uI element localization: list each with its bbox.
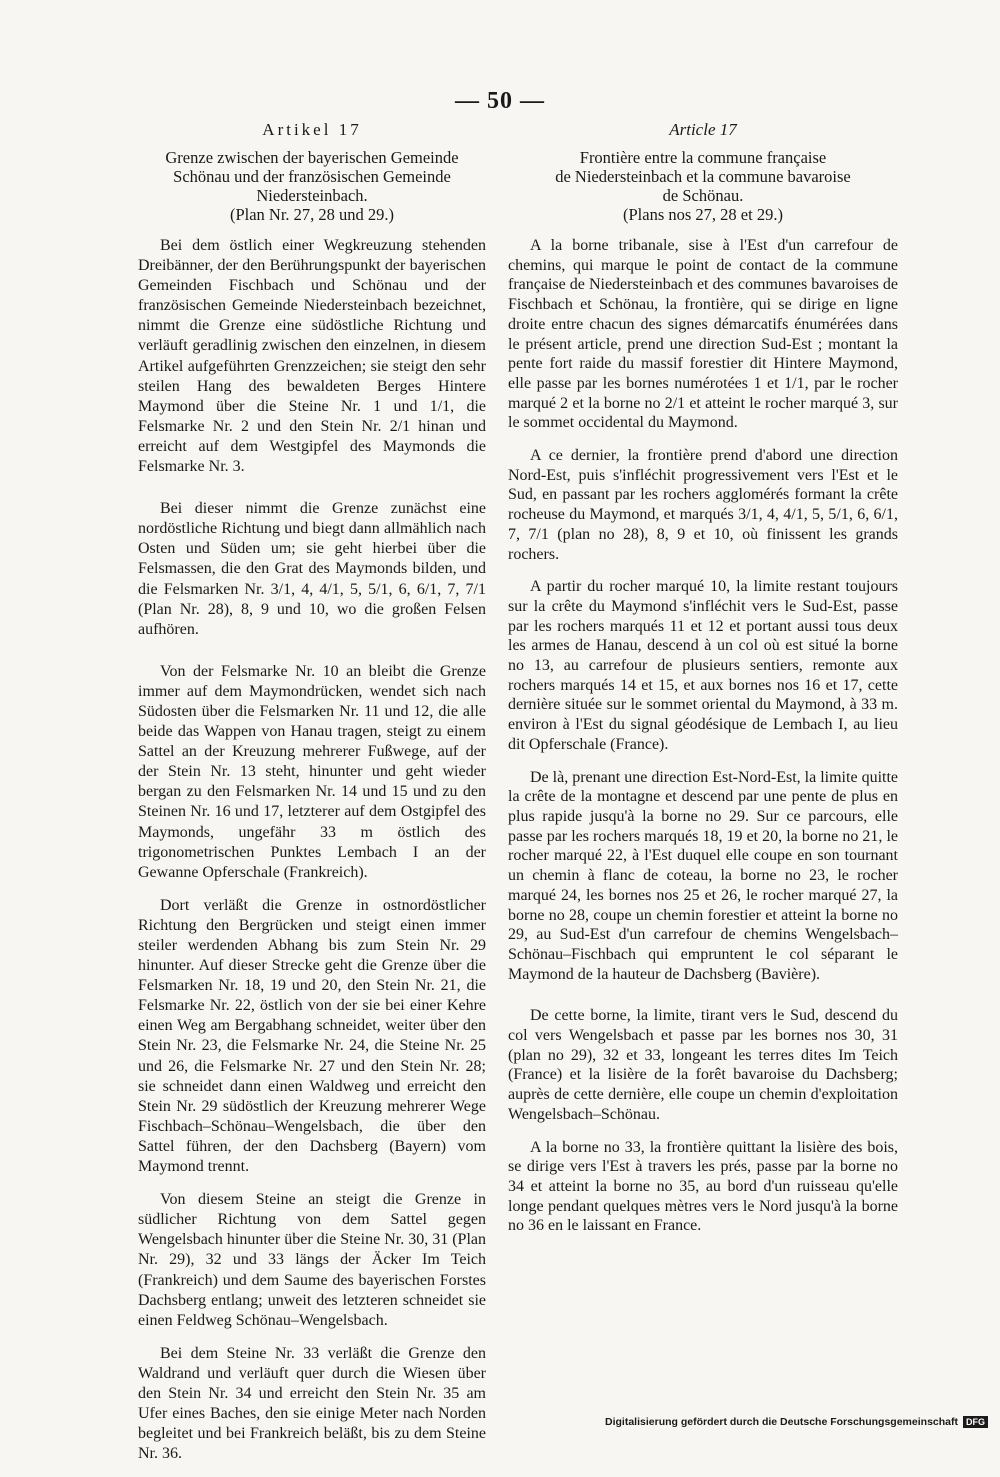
french-paragraph: De cette borne, la limite, tirant vers le Sud, descend du col vers Wengelsbach et passe par les bornes nos 30, 31 (plan no 29), 32 et 33, longeant les terres dites Im Teich (France) et la lisière de la forêt bavaroise du Dachsberg; auprès de cette dernière, elle coupe un chemin d'exploitation Wengelsbach–Schönau. <box>508 1007 898 1123</box>
french-paragraph: A la borne no 33, la frontière quittant la lisière des bois, se dirige vers l'Est à travers les prés, passe par la borne no 34 et atteint la borne no 35, au bord d'un ruisseau qu'elle longe pendant quelques mètres vers le Nord jusqu'à la borne no 36 en le laissant en France. <box>508 1138 898 1235</box>
german-heading <box>138 148 486 224</box>
german-paragraph: Von diesem Steine an steigt die Grenze in südlicher Richtung von dem Sattel gegen Wengelsbach hinunter über die Steine Nr. 30, 31 (Plan Nr. 29), 32 und 33 längs der Äcker Im Teich (Frankreich) und dem Saume des bayerischen Forstes Dachsberg entlang; unweit des letzteren schneidet sie einen Feldweg Schönau–Wengelsbach. <box>138 1191 486 1329</box>
french-heading-line: de Niedersteinbach et la commune bavaroise <box>555 167 851 186</box>
german-heading-line: Grenze zwischen der bayerischen Gemeinde <box>165 148 459 167</box>
french-heading-line: (Plans nos 27, 28 et 29.) <box>623 205 783 224</box>
french-heading <box>508 148 898 224</box>
german-paragraph: Bei dieser nimmt die Grenze zunächst eine nordöstliche Richtung und biegt dann allmählich nach Osten und Süden um; sie geht hierbei über die Felsmassen, die den Grat des Maymonds bilden, und die Felsmarken Nr. 3/1, 4, 4/1, 5, 5/1, 6, 6/1, 7, 7/1 (Plan Nr. 28), 8, 9 und 10, wo die großen Felsen aufhören. <box>138 500 486 638</box>
german-column <box>138 120 486 1477</box>
french-paragraph: A partir du rocher marqué 10, la limite restant toujours sur la crête du Maymond s'infléchit vers le Sud-Est, passe par les rochers marqués 11 et 12 et portant aussi tous deux les armes de Hanau, descend à un col où est situé la borne no 13, au carrefour de plusieurs sentiers, remonte aux rochers marqués 14 et 15, et aux bornes nos 16 et 17, cette dernière située sur le sommet oriental du Maymond, à 33 m. environ à l'Est du signal géodésique de Lembach I, au lieu dit Opferschale (France). <box>508 578 898 753</box>
french-paragraph: A ce dernier, la frontière prend d'abord une direction Nord-Est, puis s'infléchit progressivement vers l'Est et le Sud, en passant par les rochers agglomérés formant la crête rocheuse du Maymond, et marqués 3/1, 4, 4/1, 5, 5/1, 6, 6/1, 7, 7/1 (plan no 28), 8, 9 et 10, où finissent les grands rochers. <box>508 447 898 563</box>
german-paragraph: Dort verläßt die Grenze in ostnordöstlicher Richtung den Bergrücken und steigt einen immer steiler werdenden Abhang bis zum Stein Nr. 29 hinunter. Auf dieser Strecke geht die Grenze über die Felsmarken Nr. 18, 19 und 20, den Stein Nr. 21, die Felsmarke Nr. 22, östlich von der sie bei einer Kehre einen Weg am Bergabhang schneidet, weiter über den Stein Nr. 23, die Felsmarke Nr. 24, die Steine Nr. 25 und 26, die Felsmarke Nr. 27 und den Stein Nr. 28; sie schneidet dann einen Waldweg und erreicht den Stein Nr. 29 südöstlich der Kreuzung mehrerer Wege Fischbach–Schönau–Wengelsbach, die über den Sattel führen, der den Dachsberg (Bayern) vom Maymond trennt. <box>138 896 486 1176</box>
french-article-title: Article 17 <box>669 120 737 139</box>
french-paragraph: A la borne tribanale, sise à l'Est d'un carrefour de chemins, qui marque le point de contact de la commune française de Niedersteinbach et des communes bavaroises de Fischbach et Schönau, la frontière, qui se dirige en ligne droite entre chacun des signes démarcatifs énumérées dans le présent article, prend une direction Sud-Est ; montant la pente fort raide du massif forestier dit Hintere Maymond, elle passe par les bornes numérotées 1 et 1/1, par le rocher marqué 2 et la borne no 2/1 et atteint le rocher marqué 3, sur le sommet occidental du Maymond. <box>508 237 898 432</box>
german-paragraph: Bei dem Steine Nr. 33 verläßt die Grenze den Waldrand und verläuft quer durch die Wiesen über den Stein Nr. 34 und erreicht den Stein Nr. 35 am Ufer eines Baches, den sie einige Meter nach Norden begleitet und bei Frankreich beläßt, bis zu dem Steine Nr. 36. <box>138 1344 486 1463</box>
french-heading-line: Frontière entre la commune française <box>579 148 827 167</box>
german-paragraph: Von der Felsmarke Nr. 10 an bleibt die Grenze immer auf dem Maymondrücken, wendet sich nach Südosten über die Felsmarken Nr. 11 und 12, die alle beide das Wappen von Hanau tragen, steigt zu einem Sattel an der Kreuzung mehrerer Fußwege, auf der der Stein Nr. 13 steht, hinunter und geht wieder bergan zu den Felsmarken Nr. 14 und 15 und zu den Steinen Nr. 16 und 17, letzterer auf dem Ostgipfel des Maymonds, ungefähr 33 m östlich des trigonometrischen Punktes Lembach I an der Gewanne Opferschale (Frankreich). <box>138 662 486 881</box>
german-heading-line: Schönau und der französischen Gemeinde <box>173 167 451 186</box>
french-paragraph: De là, prenant une direction Est-Nord-Est, la limite quitte la crête de la montagne et descend par une pente de plus en plus rapide jusqu'à la borne no 29. Sur ce parcours, elle passe par les rochers marqués 18, 19 et 20, la borne no 21, le rocher marqué 22, à l'Est duquel elle coupe en son tournant un chemin à flanc de coteau, la borne no 23, le rocher marqué 24, les bornes nos 25 et 26, le rocher marqué 27, la borne no 28, coupe un chemin forestier et atteint la borne no 29, au Sud-Est d'un carrefour de chemins Wengelsbach–Schönau–Fischbach qui empruntent le col séparant le Maymond de la hauteur de Dachsberg (Bavière). <box>508 768 898 983</box>
funding-notice: Digitalisierung gefördert durch die Deutsche Forschungsgemeinschaft <box>605 1416 958 1428</box>
dfg-logo: DFG <box>963 1416 988 1428</box>
french-column <box>508 120 898 1249</box>
german-paragraph: Bei dem östlich einer Wegkreuzung stehenden Dreibänner, der den Berührungspunkt der bayerischen Gemeinden Fischbach und Schönau und der französischen Gemeinde Niedersteinbach bezeichnet, nimmt die Grenze eine südöstliche Richtung und verläuft geradlinig zwischen den einzelnen, in diesem Artikel aufgeführten Grenzzeichen; sie steigt den sehr steilen Hang des bewaldeten Berges Hintere Maymond über die Steine Nr. 1 und 1/1, die Felsmarke Nr. 2 und den Stein Nr. 2/1 hinan und erreicht auf dem Westgipfel des Maymonds die Felsmarke Nr. 3. <box>138 237 486 476</box>
footer <box>605 1416 988 1428</box>
page-number: — 50 — <box>455 88 545 114</box>
french-heading-line: de Schönau. <box>662 186 744 205</box>
german-heading-line: Niedersteinbach. <box>256 186 368 205</box>
german-article-title: Artikel 17 <box>262 120 362 139</box>
german-heading-line: (Plan Nr. 27, 28 und 29.) <box>229 205 395 224</box>
